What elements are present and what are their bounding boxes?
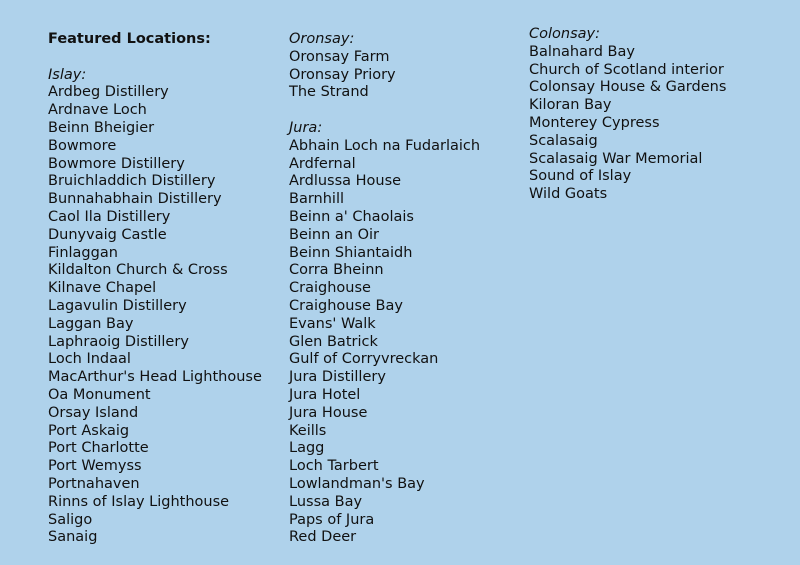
location-item: Oronsay Farm <box>289 48 390 65</box>
location-item: Beinn an Oir <box>289 226 379 243</box>
location-item: Bunnahabhain Distillery <box>48 191 222 208</box>
group-islay <box>48 67 262 548</box>
column-3 <box>529 26 726 222</box>
location-item: Ardfernal <box>289 155 356 172</box>
location-item: Lagavulin Distillery <box>48 297 187 314</box>
location-item: Barnhill <box>289 191 345 208</box>
location-item: Jura Distillery <box>289 369 386 386</box>
location-item: Glen Batrick <box>289 333 378 350</box>
location-item: Evans' Walk <box>289 315 376 332</box>
location-item: Loch Indaal <box>48 351 131 368</box>
location-item: Sanaig <box>48 529 98 546</box>
page-heading: Featured Locations: <box>48 31 211 47</box>
location-item: Finlaggan <box>48 244 118 261</box>
location-item: Ardbeg Distillery <box>48 84 169 101</box>
location-item: Beinn Shiantaidh <box>289 244 413 261</box>
location-list-jura <box>289 138 480 547</box>
location-item: Laphraoig Distillery <box>48 333 189 350</box>
location-item: Orsay Island <box>48 404 139 421</box>
location-item: Jura House <box>289 404 368 421</box>
location-item: Scalasaig <box>529 132 598 149</box>
location-item: Lagg <box>289 440 325 457</box>
location-item: Loch Tarbert <box>289 458 379 475</box>
group-title-jura: Jura: <box>289 119 323 136</box>
location-item: Church of Scotland interior <box>529 61 724 78</box>
location-item: Craighouse <box>289 280 371 297</box>
location-item: Port Wemyss <box>48 458 142 475</box>
location-item: Corra Bheinn <box>289 262 384 279</box>
location-item: Port Charlotte <box>48 440 149 457</box>
location-item: Lowlandman's Bay <box>289 475 425 492</box>
location-item: Jura Hotel <box>289 386 361 403</box>
location-item: Kiloran Bay <box>529 97 612 114</box>
column-2 <box>289 31 480 565</box>
location-item: The Strand <box>289 84 369 101</box>
location-item: Kildalton Church & Cross <box>48 262 228 279</box>
location-item: Bowmore <box>48 137 117 154</box>
group-title-colonsay: Colonsay: <box>529 26 600 42</box>
location-item: Sound of Islay <box>529 168 632 185</box>
location-item: Port Askaig <box>48 422 130 439</box>
location-item: Saligo <box>48 511 93 528</box>
location-item: Portnahaven <box>48 475 140 492</box>
location-item: MacArthur's Head Lighthouse <box>48 369 262 386</box>
group-oronsay <box>289 31 480 102</box>
location-item: Red Deer <box>289 529 357 546</box>
location-item: Gulf of Corryvreckan <box>289 351 439 368</box>
location-item: Paps of Jura <box>289 511 375 528</box>
location-item: Ardlussa House <box>289 173 402 190</box>
location-item: Caol Ila Distillery <box>48 208 171 225</box>
location-item: Kilnave Chapel <box>48 280 157 297</box>
location-item: Rinns of Islay Lighthouse <box>48 493 230 510</box>
location-item: Beinn a' Chaolais <box>289 208 414 225</box>
location-item: Bruichladdich Distillery <box>48 173 216 190</box>
location-item: Oa Monument <box>48 386 151 403</box>
location-item: Dunyvaig Castle <box>48 226 167 243</box>
group-title-islay: Islay: <box>48 66 87 83</box>
location-item: Beinn Bheigier <box>48 119 155 136</box>
location-item: Ardnave Loch <box>48 102 147 119</box>
location-item: Colonsay House & Gardens <box>529 79 727 96</box>
location-item: Balnahard Bay <box>529 43 635 60</box>
location-item: Scalasaig War Memorial <box>529 150 703 167</box>
location-item: Abhain Loch na Fudarlaich <box>289 137 481 154</box>
location-item: Laggan Bay <box>48 315 134 332</box>
location-item: Lussa Bay <box>289 493 363 510</box>
group-colonsay <box>529 26 726 204</box>
group-title-oronsay: Oronsay: <box>289 31 355 47</box>
location-item: Craighouse Bay <box>289 297 403 314</box>
column-1 <box>48 31 262 565</box>
location-list-islay <box>48 84 262 547</box>
location-item: Bowmore Distillery <box>48 155 185 172</box>
location-list-colonsay <box>529 44 726 204</box>
group-jura <box>289 120 480 547</box>
location-item: Keills <box>289 422 327 439</box>
location-list-oronsay <box>289 49 480 102</box>
location-item: Wild Goats <box>529 186 608 203</box>
location-item: Oronsay Priory <box>289 66 396 83</box>
location-item: Monterey Cypress <box>529 114 660 131</box>
